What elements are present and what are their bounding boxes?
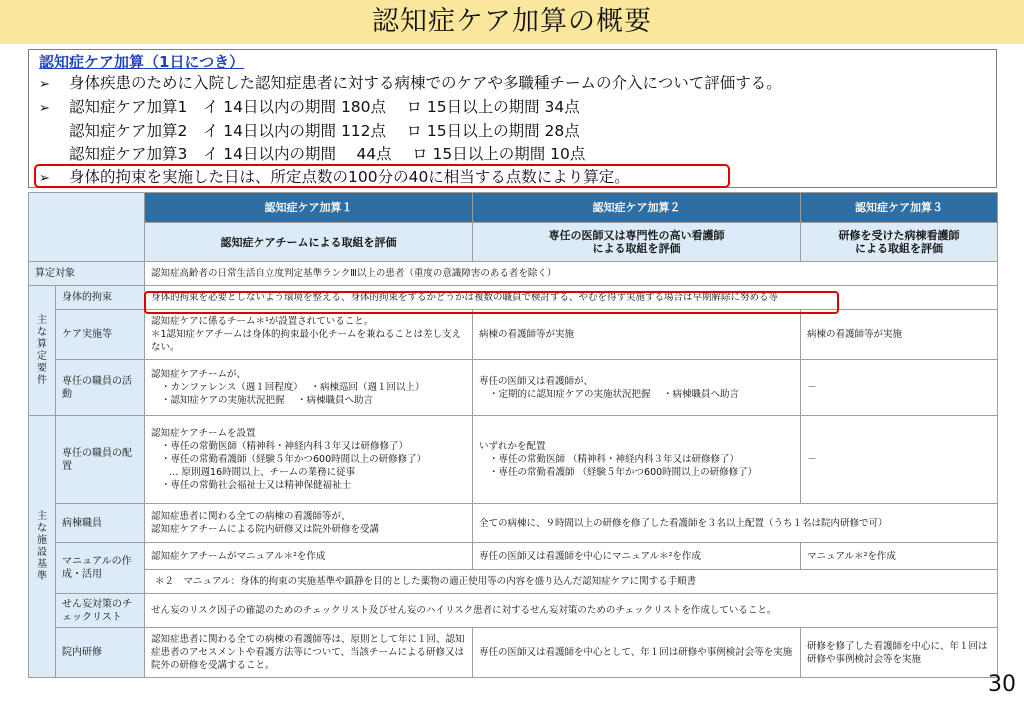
table-row — [29, 628, 998, 678]
restraint-highlight-box — [34, 164, 730, 188]
table-row — [29, 416, 998, 504]
training-cell-3: 研修を修了した看護師を中心に、年１回は研修や事例検討会等を実施 — [801, 628, 998, 678]
subheader-care-2: 専任の医師又は専門性の高い看護師 による取組を評価 — [473, 223, 801, 262]
page-title: 認知症ケア加算の概要 — [372, 6, 652, 37]
points-row-3: 認知症ケア加算3 イ 14日以内の期間 44点 ロ 15日以上の期間 10点 — [69, 145, 586, 163]
summary-heading: 認知症ケア加算（1日につき） — [39, 53, 245, 71]
deploy-cell-1: 認知症ケアチームを設置 ・専任の常勤医師（精神科・神経内科３年又は研修修了） ・専任の常勤看護師（経験５年かつ600時間以上の研修修了） … 原則週16時間以上、チームの業務に従事 ・専任の常勤社会福祉士又は精神保健福祉士 — [145, 416, 473, 504]
header-corner — [29, 193, 145, 262]
staff-cell-2: 専任の医師又は看護師が、 ・定期的に認知症ケアの実施状況把握 ・病棟職員へ助言 — [473, 360, 801, 416]
requirements-table — [28, 192, 998, 678]
header-care-1: 認知症ケア加算１ — [145, 193, 473, 223]
summary-bullet-1: ➢ 身体疾患のために入院した認知症患者に対する病棟でのケアや多職種チームの介入について評価する。 — [39, 72, 996, 96]
staff-cell-3: － — [801, 360, 998, 416]
restraint-label: 身体的拘束 — [56, 286, 145, 310]
table-row — [29, 594, 998, 628]
manual-label: マニュアルの作成・活用 — [56, 543, 145, 594]
delirium-value: せん妄のリスク因子の確認のためのチェックリスト及びせん妄のハイリスク患者に対するせん妄対策のためのチェックリストを作成していること。 — [145, 594, 998, 628]
care-cell-3: 病棟の看護師等が実施 — [801, 310, 998, 360]
target-value: 認知症高齢者の日常生活自立度判定基準ランクⅢ以上の患者（重度の意識障害のある者を除く） — [145, 262, 998, 286]
restraint-value: 身体的拘束を必要としないよう環境を整える、身体的拘束をするかどうかは複数の職員で検討する、やむを得ず実施する場合は早期解除に努める等 — [145, 286, 998, 310]
bullet-arrow-icon: ➢ — [39, 101, 50, 116]
header-care-3: 認知症ケア加算３ — [801, 193, 998, 223]
summary-bullet-3: ➢ 身体的拘束を実施した日は、所定点数の100分の40に相当する点数により算定。 — [39, 166, 996, 190]
manual-cell-3: マニュアル＊²を作成 — [801, 543, 998, 570]
table-row — [29, 310, 998, 360]
restraint-row-highlight-box — [144, 291, 839, 314]
deploy-label: 専任の職員の配置 — [56, 416, 145, 504]
group-requirements: 主な算定要件 — [29, 286, 56, 416]
care-cell-2: 病棟の看護師等が実施 — [473, 310, 801, 360]
staff-cell-1: 認知症ケアチームが、 ・カンファレンス（週１回程度） ・病棟巡回（週１回以上） ・認知症ケアの実施状況把握 ・病棟職員へ助言 — [145, 360, 473, 416]
points-row-2: 認知症ケア加算2 イ 14日以内の期間 112点 ロ 15日以上の期間 28点 — [69, 122, 580, 140]
care-label: ケア実施等 — [56, 310, 145, 360]
ward-staff-label: 病棟職員 — [56, 504, 145, 543]
subheader-care-3: 研修を受けた病棟看護師 による取組を評価 — [801, 223, 998, 262]
points-row-1: 認知症ケア加算1 イ 14日以内の期間 180点 ロ 15日以上の期間 34点 — [69, 98, 580, 116]
ward-cell-1: 認知症患者に関わる全ての病棟の看護師等が、 認知症ケアチームによる院内研修又は院外研修を受講 — [145, 504, 473, 543]
header-row — [29, 193, 998, 223]
training-cell-1: 認知症患者に関わる全ての病棟の看護師等は、原則として年に１回、認知症患者のアセスメントや看護方法等について、当該チームによる研修又は院外の研修を受講すること。 — [145, 628, 473, 678]
table-row — [29, 262, 998, 286]
summary-bullet-2 — [39, 96, 996, 120]
table-row — [29, 504, 998, 543]
page-number: 30 — [988, 672, 1016, 697]
manual-cell-2: 専任の医師又は看護師を中心にマニュアル＊²を作成 — [473, 543, 801, 570]
table-row — [29, 360, 998, 416]
care-cell-1: 認知症ケアに係るチーム＊¹が設置されていること。 ＊1認知症ケアチームは身体的拘束最小化チームを兼ねることは差し支えない。 — [145, 310, 473, 360]
table-row — [29, 570, 998, 594]
target-label: 算定対象 — [29, 262, 145, 286]
subheader-row — [29, 223, 998, 262]
delirium-label: せん妄対策のチェックリスト — [56, 594, 145, 628]
bullet-arrow-icon: ➢ — [39, 171, 50, 186]
summary-box — [28, 49, 997, 188]
group-facility-standards: 主な施設基準 — [29, 416, 56, 678]
table-row — [29, 543, 998, 570]
subheader-care-1: 認知症ケアチームによる取組を評価 — [145, 223, 473, 262]
manual-cell-1: 認知症ケアチームがマニュアル＊²を作成 — [145, 543, 473, 570]
deploy-cell-3: － — [801, 416, 998, 504]
deploy-cell-2: いずれかを配置 ・専任の常勤医師 （精神科・神経内科３年又は研修修了） ・専任の常勤看護師 （経験５年かつ600時間以上の研修修了） — [473, 416, 801, 504]
manual-note: ＊２ マニュアル：身体的拘束の実施基準や鎮静を目的とした薬物の適正使用等の内容を盛り込んだ認知症ケアに関する手順書 — [145, 570, 998, 594]
training-cell-2: 専任の医師又は看護師を中心として、年１回は研修や事例検討会等を実施 — [473, 628, 801, 678]
staff-activity-label: 専任の職員の活動 — [56, 360, 145, 416]
bullet-arrow-icon: ➢ — [39, 77, 50, 92]
title-bar — [0, 0, 1024, 44]
training-label: 院内研修 — [56, 628, 145, 678]
header-care-2: 認知症ケア加算２ — [473, 193, 801, 223]
ward-cell-23: 全ての病棟に、９時間以上の研修を修了した看護師を３名以上配置（うち１名は院内研修で可） — [473, 504, 998, 543]
